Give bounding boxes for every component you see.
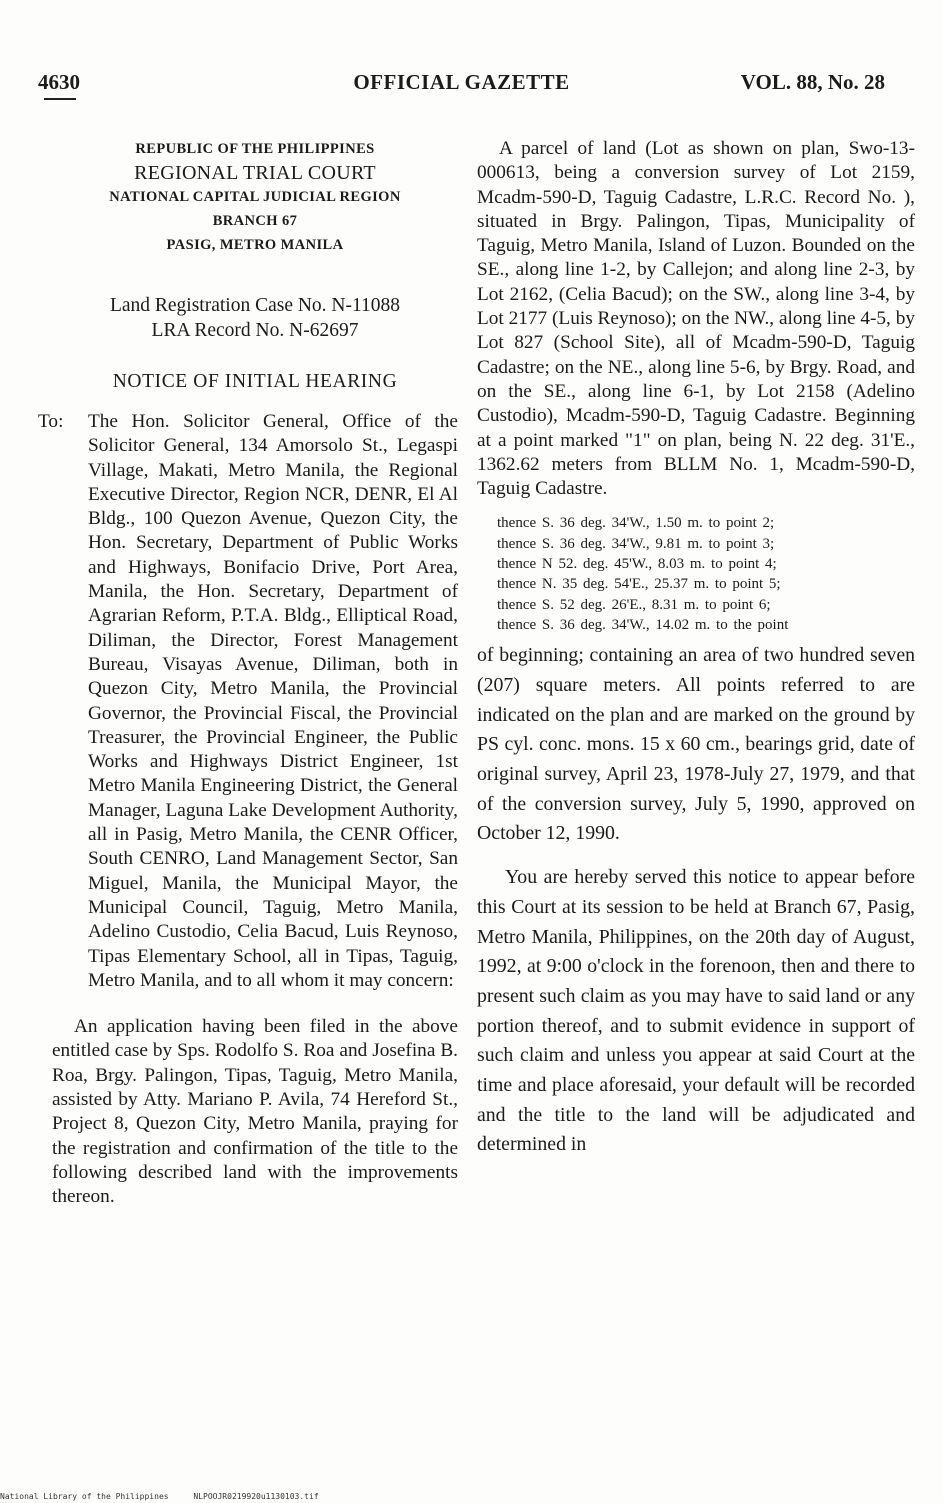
application-paragraph: An application having been filed in the above entitled case by Sps. Rodolfo S. Roa and Josefina B. Roa, Brgy. Palingon, Tipas, Taguig, Metro Manila, assisted by Atty. Mariano P. Avila, 74 Hereford St., Project 8, Quezon City, Metro Manila, praying for the registration and confirmation of the title to the following described land with the improvements thereon. bbox=[52, 1016, 458, 1208]
case-numbers bbox=[52, 293, 458, 343]
addressee-list: The Hon. Solicitor General, Office of the Solicitor General, 134 Amorsolo St., Legaspi Village, Makati, Metro Manila, the Regional Executive Director, Region NCR, DENR, El Al Bldg., 100 Quezon Avenue, Quezon City, the Hon. Secretary, Department of Public Works and Highways, Bonifacio Drive, Port Area, Manila, the Hon. Secretary, Department of Agrarian Reform, P.T.A. Bldg., Elliptical Road, Diliman, the Director, Forest Management Bureau, Visayas Avenue, Diliman, both in Quezon City, Metro Manila, the Provincial Governor, the Provincial Fiscal, the Provincial Treasurer, the Provincial Engineer, the Public Works and Highways District Engineer, 1st Metro Manila Engineering District, the General Manager, Laguna Lake Development Authority, all in Pasig, Metro Manila, the CENR Officer, South CENRO, Land Management Sector, San Miguel, Manila, the Municipal Mayor, the Municipal Council, Taguig, Metro Manila, Adelino Custodio, Celia Bacud, Luis Reynoso, Tipas Elementary School, all in Tipas, Taguig, Metro Manila, and to all whom it may concern: bbox=[88, 411, 458, 991]
bearing-line: thence S. 36 deg. 34'W., 14.02 m. to the point bbox=[497, 616, 789, 633]
bearing-line: thence N 52. deg. 45'W., 8.03 m. to point 4; bbox=[497, 556, 777, 573]
publication-title: OFFICIAL GAZETTE bbox=[353, 70, 570, 94]
lra-record-number: LRA Record No. N-62697 bbox=[151, 320, 359, 341]
library-credit: National Library of the Philippines bbox=[0, 1492, 169, 1501]
court-location: PASIG, METRO MANILA bbox=[166, 237, 344, 253]
bearings-table bbox=[497, 513, 915, 635]
area-paragraph: of beginning; containing an area of two hundred seven (207) square meters. All points referred to are indicated on the plan and are marked on the ground by PS cyl. conc. mons. 15 x 60 cm., bearings grid, date of original survey, April 23, 1978-July 27, 1979, and that of the conversion survey, July 5, 1990, approved on October 12, 1990. bbox=[477, 644, 915, 845]
branch-line: BRANCH 67 bbox=[212, 213, 298, 229]
left-column bbox=[38, 137, 458, 1210]
to-label: To: bbox=[38, 411, 64, 432]
header-rule bbox=[44, 98, 76, 100]
right-column bbox=[477, 137, 915, 1160]
judicial-region: NATIONAL CAPITAL JUDICIAL REGION bbox=[109, 189, 401, 205]
volume-number: VOL. 88, No. 28 bbox=[740, 70, 885, 94]
case-number: Land Registration Case No. N-11088 bbox=[109, 295, 401, 316]
file-name: NLPOOJR0219920u1130103.tif bbox=[193, 1492, 319, 1501]
bearing-line: thence N. 35 deg. 54'E., 25.37 m. to point 5; bbox=[497, 576, 781, 593]
republic-line: REPUBLIC OF THE PHILIPPINES bbox=[135, 141, 375, 157]
bearing-line: thence S. 36 deg. 34'W., 1.50 m. to point 2; bbox=[497, 515, 775, 532]
notice-title: NOTICE OF INITIAL HEARING bbox=[112, 371, 398, 392]
summons-paragraph: You are hereby served this notice to appear before this Court at its session to be held at Branch 67, Pasig, Metro Manila, Philippines, on the 20th day of August, 1992, at 9:00 o'clock in the forenoon, then and there to present such claim as you may have to said land or any portion thereof, and to submit evidence in support of such claim and unless you appear at said Court at the time and place aforesaid, your default will be recorded and the title to the land will be adjudicated and determined in bbox=[477, 866, 915, 1156]
page-number: 4630 bbox=[38, 70, 80, 94]
bearing-line: thence S. 36 deg. 34'W., 9.81 m. to point 3; bbox=[497, 535, 775, 552]
bearing-line: thence S. 52 deg. 26'E., 8.31 m. to point 6; bbox=[497, 596, 771, 613]
court-name: REGIONAL TRIAL COURT bbox=[134, 162, 376, 184]
parcel-description: A parcel of land (Lot as shown on plan, Swo-13-000613, being a conversion survey of Lot 2159, Mcadm-590-D, Taguig Cadastre, L.R.C. Record No. ), situated in Brgy. Palingon, Tipas, Municipality of Taguig, Metro Manila, Island of Luzon. Bounded on the SE., along line 1-2, by Callejon; and along line 2-3, by Lot 2162, (Celia Bacud); on the SW., along line 3-4, by Lot 2177 (Luis Reynoso); on the NW., along line 4-5, by Lot 827 (School Site), all of Mcadm-590-D, Taguig Cadastre; on the NE., along line 5-6, by Brgy. Road, and on the SE., along line 6-1, by Lot 2158 (Adelino Custodio), Mcadm-590-D, Taguig Cadastre. Beginning at a point marked "1" on plan, being N. 22 deg. 31'E., 1362.62 meters from BLLM No. 1, Mcadm-590-D, Taguig Cadastre. bbox=[477, 138, 915, 500]
scan-footer bbox=[0, 1492, 339, 1501]
addressees bbox=[38, 410, 458, 993]
